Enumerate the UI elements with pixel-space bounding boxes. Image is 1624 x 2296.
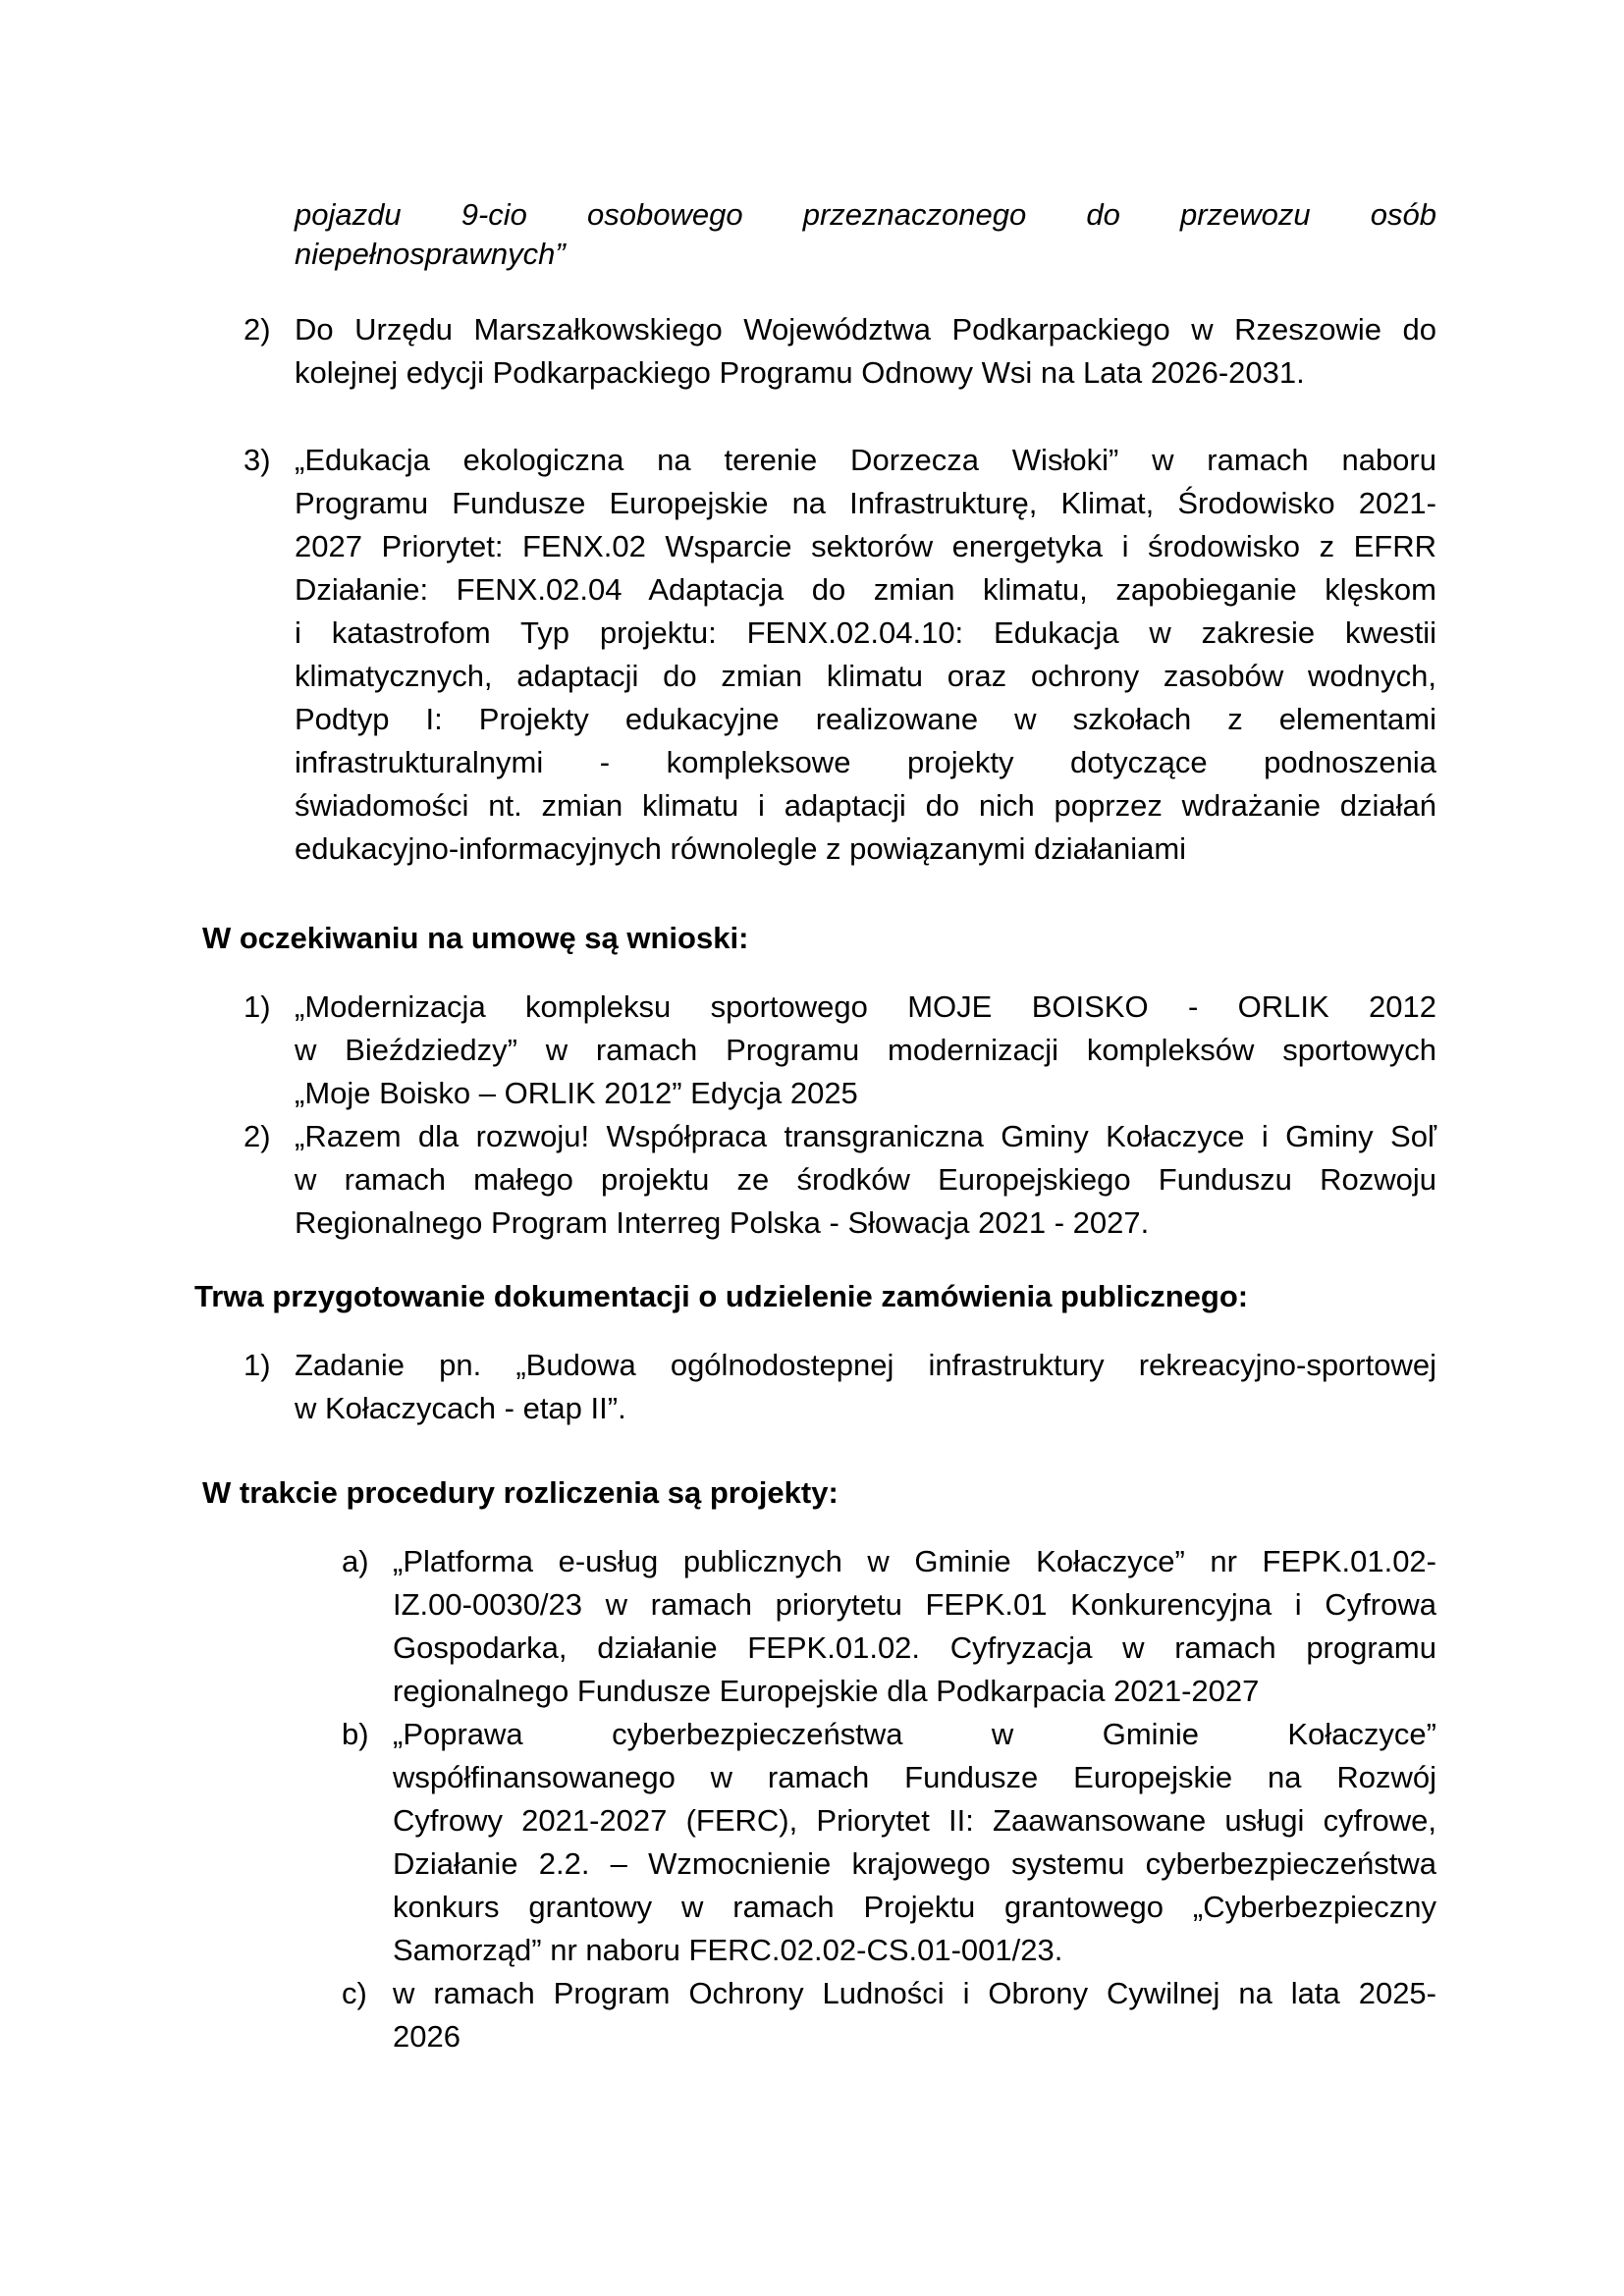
list-marker: 1) — [244, 989, 271, 1024]
text-line: Działanie: FENX.02.04 Adaptacja do zmian klimatu, zapobieganie klęskom — [295, 572, 1436, 607]
text-line: „Moje Boisko – ORLIK 2012” Edycja 2025 — [295, 1076, 858, 1110]
text-line: w ramach małego projektu ze środków Europejskiego Funduszu Rozwoju — [295, 1162, 1436, 1197]
text-line: w Kołaczycach - etap II”. — [295, 1391, 626, 1425]
list-marker: b) — [342, 1717, 369, 1751]
section-heading: W trakcie procedury rozliczenia są projekty: — [202, 1475, 839, 1510]
text-line: w ramach Program Ochrony Ludności i Obrony Cywilnej na lata 2025- — [393, 1976, 1436, 2010]
text-line: Samorząd” nr naboru FERC.02.02-CS.01-001/23. — [393, 1933, 1063, 1967]
text-line: „Razem dla rozwoju! Współpraca transgraniczna Gminy Kołaczyce i Gminy Soľ — [295, 1119, 1436, 1153]
text-line: konkurs grantowy w ramach Projektu grantowego „Cyberbezpieczny — [393, 1890, 1436, 1924]
text-line: Cyfrowy 2021-2027 (FERC), Priorytet II: Zaawansowane usługi cyfrowe, — [393, 1803, 1436, 1838]
text-line: „Modernizacja kompleksu sportowego MOJE BOISKO - ORLIK 2012 — [295, 989, 1436, 1024]
text-line: niepełnosprawnych” — [295, 237, 566, 271]
text-line: „Poprawa cyberbezpieczeństwa w Gminie Kołaczyce” — [393, 1717, 1436, 1751]
text-line: infrastrukturalnymi - kompleksowe projekty dotyczące podnoszenia — [295, 745, 1436, 779]
text-line: Podtyp I: Projekty edukacyjne realizowane w szkołach z elementami — [295, 702, 1436, 736]
text-line: kolejnej edycji Podkarpackiego Programu Odnowy Wsi na Lata 2026-2031. — [295, 355, 1305, 390]
text-line: regionalnego Fundusze Europejskie dla Podkarpacia 2021-2027 — [393, 1674, 1260, 1708]
text-line: Regionalnego Program Interreg Polska - Słowacja 2021 - 2027. — [295, 1205, 1150, 1240]
text-line: Programu Fundusze Europejskie na Infrastrukturę, Klimat, Środowisko 2021- — [295, 486, 1436, 520]
list-marker: 1) — [244, 1348, 271, 1382]
text-line: w Bieździedzy” w ramach Programu modernizacji kompleksów sportowych — [295, 1033, 1436, 1067]
section-heading: Trwa przygotowanie dokumentacji o udzielenie zamówienia publicznego: — [194, 1279, 1249, 1313]
text-line: IZ.00-0030/23 w ramach priorytetu FEPK.01 Konkurencyjna i Cyfrowa — [393, 1587, 1436, 1622]
text-line: Gospodarka, działanie FEPK.01.02. Cyfryzacja w ramach programu — [393, 1630, 1436, 1665]
text-line: Zadanie pn. „Budowa ogólnodostepnej infrastruktury rekreacyjno-sportowej — [295, 1348, 1436, 1382]
text-line: „Edukacja ekologiczna na terenie Dorzecza Wisłoki” w ramach naboru — [295, 443, 1436, 477]
text-line: współfinansowanego w ramach Fundusze Europejskie na Rozwój — [393, 1760, 1436, 1794]
text-line: „Platforma e-usług publicznych w Gminie Kołaczyce” nr FEPK.01.02- — [393, 1544, 1436, 1578]
section-heading: W oczekiwaniu na umowę są wnioski: — [202, 921, 749, 955]
list-marker: 2) — [244, 312, 271, 347]
list-marker: a) — [342, 1544, 369, 1578]
text-line: i katastrofom Typ projektu: FENX.02.04.10: Edukacja w zakresie kwestii — [295, 615, 1436, 650]
text-line: edukacyjno-informacyjnych równolegle z powiązanymi działaniami — [295, 831, 1187, 866]
text-line: Do Urzędu Marszałkowskiego Województwa Podkarpackiego w Rzeszowie do — [295, 312, 1436, 347]
text-line: 2026 — [393, 2019, 460, 2054]
list-marker: 2) — [244, 1119, 271, 1153]
text-line: pojazdu 9-cio osobowego przeznaczonego do przewozu osób — [295, 197, 1436, 232]
list-marker: c) — [342, 1976, 367, 2010]
text-line: świadomości nt. zmian klimatu i adaptacji do nich poprzez wdrażanie działań — [295, 788, 1436, 823]
text-line: klimatycznych, adaptacji do zmian klimatu oraz ochrony zasobów wodnych, — [295, 659, 1436, 693]
list-marker: 3) — [244, 443, 271, 477]
text-line: 2027 Priorytet: FENX.02 Wsparcie sektorów energetyka i środowisko z EFRR — [295, 529, 1436, 563]
text-line: Działanie 2.2. – Wzmocnienie krajowego systemu cyberbezpieczeństwa — [393, 1846, 1436, 1881]
